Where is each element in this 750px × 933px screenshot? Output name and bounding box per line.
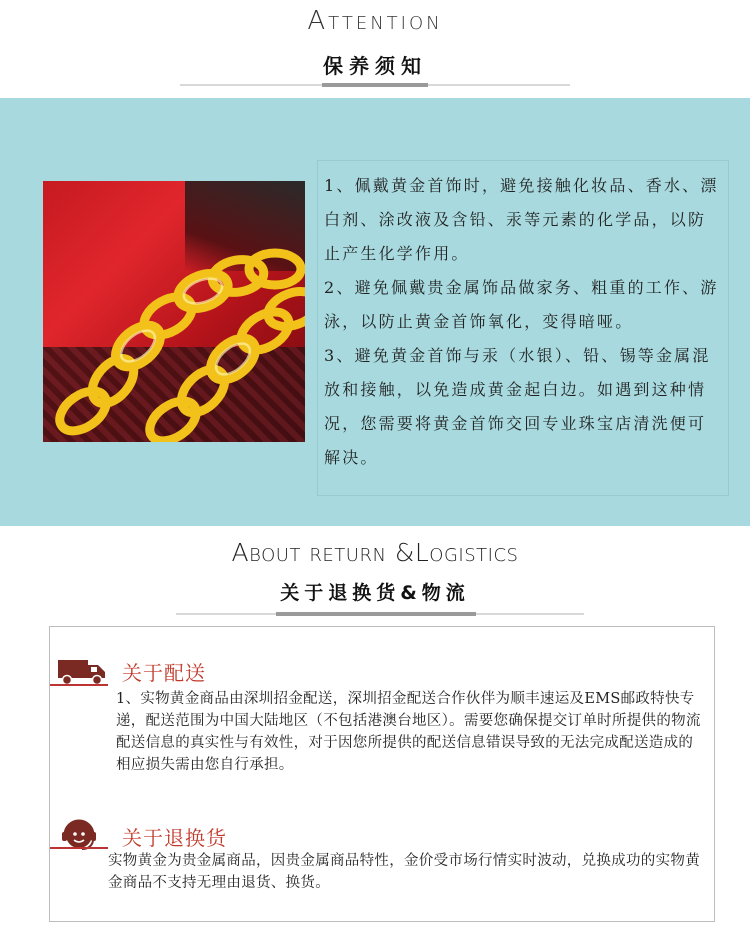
care-panel: [0, 98, 750, 526]
gold-chain-photo: [43, 181, 305, 442]
delivery-heading-rule: [50, 684, 108, 686]
customer-service-icon: [58, 815, 100, 857]
care-paragraph-1: 1、佩戴黄金首饰时，避免接触化妆品、香水、漂白剂、涂改液及含铅、汞等元素的化学品，以防止产生化学作用。: [324, 176, 719, 263]
gold-chain-illustration: [43, 181, 305, 442]
care-paragraph-3: 3、避免黄金首饰与汞（水银）、铅、锡等金属混放和接触，以免造成黄金起白边。如遇到这种情况，您需要将黄金首饰交回专业珠宝店清洗便可解决。: [324, 346, 711, 467]
delivery-heading: 关于配送: [122, 661, 206, 685]
care-title-en: Attention: [307, 6, 443, 36]
divider-accent: [276, 612, 476, 616]
care-text-box: [317, 160, 729, 496]
care-header: [0, 0, 750, 98]
care-paragraph-2: 2、避免佩戴贵金属饰品做家务、粗重的工作、游泳，以防止黄金首饰氧化，变得暗哑。: [324, 278, 719, 331]
returns-heading: 关于退换货: [122, 826, 227, 850]
returns-text: 实物黄金为贵金属商品，因贵金属商品特性，金价受市场行情实时波动，兑换成功的实物黄金商品不支持无理由退货、换货。: [108, 853, 700, 891]
logistics-title-cn: 关于退换货&物流: [280, 582, 470, 604]
truck-icon: [57, 657, 107, 687]
logistics-info-box: [49, 626, 715, 922]
logistics-header: [0, 526, 750, 622]
divider-accent: [322, 83, 428, 87]
returns-heading-rule: [50, 847, 108, 849]
care-title-cn: 保养须知: [323, 54, 427, 78]
delivery-text: 1、实物黄金商品由深圳招金配送，深圳招金配送合作伙伴为顺丰速运及EMS邮政特快专递，配送范围为中国大陆地区（不包括港澳台地区）。需要您确保提交订单时所提供的物流配送信息的真实性与有效性，对于因您所提供的配送信息错误导致的无法完成配送造成的相应损失需由您自行承担。: [116, 691, 701, 773]
logistics-title-en: About return &Logistics: [231, 538, 519, 567]
